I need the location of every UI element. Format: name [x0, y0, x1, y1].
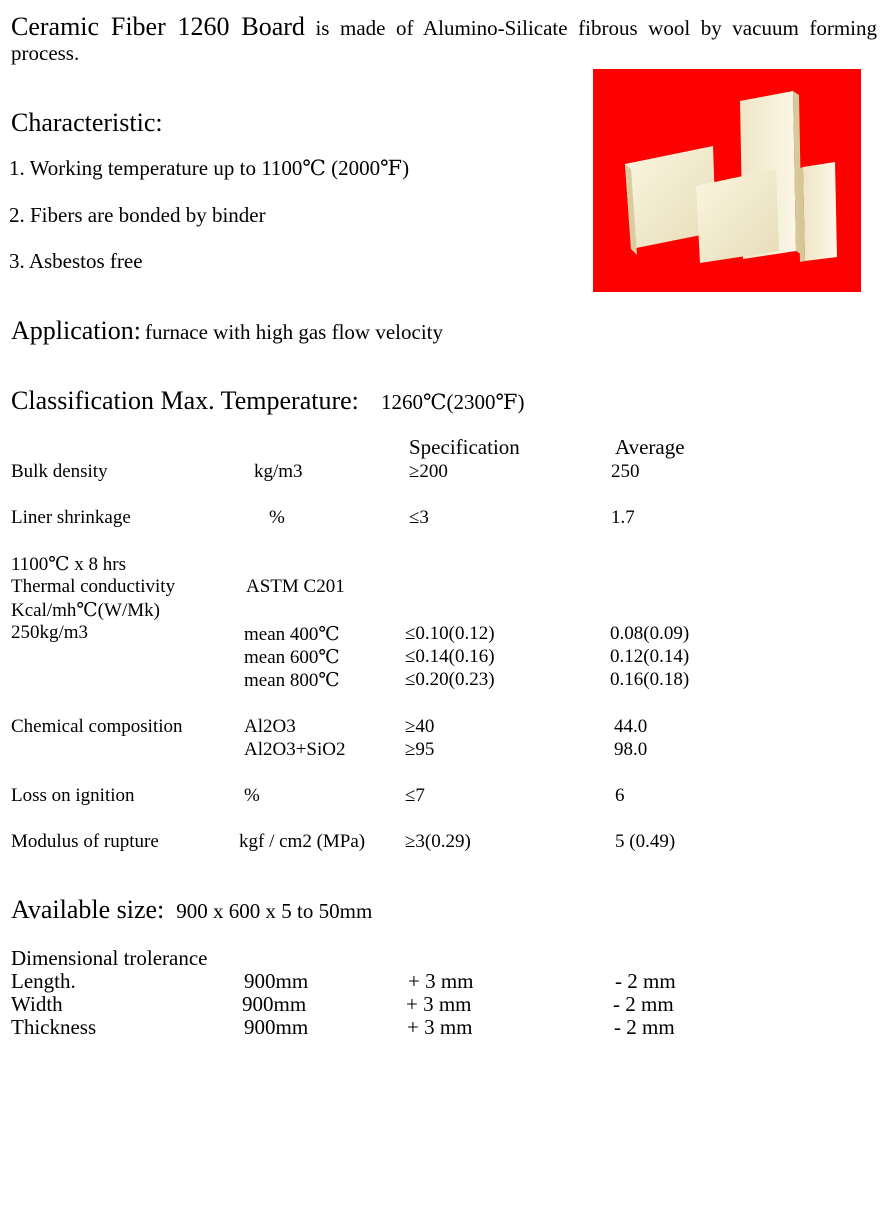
modulus-avg: 5 (0.49) [615, 831, 676, 852]
chemical-label: Chemical composition [11, 716, 183, 737]
tolerance-heading: Dimensional trolerance [11, 946, 208, 970]
bulk-density-spec: ≥200 [409, 461, 448, 482]
tolerance-width-minus: - 2 mm [613, 992, 674, 1016]
chemical-row-1-unit: Al2O3 [244, 716, 296, 737]
intro-paragraph [11, 12, 877, 41]
product-name: Ceramic Fiber 1260 Board [11, 12, 305, 41]
modulus-unit: kgf / cm2 (MPa) [239, 831, 366, 852]
tolerance-length-size: 900mm [244, 969, 309, 993]
loss-on-ignition-unit: % [244, 785, 260, 806]
thermal-label-4: 250kg/m3 [11, 622, 89, 643]
bulk-density-avg: 250 [611, 461, 640, 482]
product-photo [593, 69, 861, 292]
thermal-row-3-avg: 0.16(0.18) [610, 669, 690, 690]
liner-shrinkage-unit: % [269, 507, 285, 528]
tolerance-thickness-plus: + 3 mm [407, 1015, 473, 1039]
thermal-row-3-unit: mean 800℃ [244, 670, 340, 691]
characteristic-item-1: 1. Working temperature up to 1100℃ (2000℉) [9, 156, 410, 180]
thermal-row-1-spec: ≤0.10(0.12) [405, 623, 495, 644]
tolerance-thickness-size: 900mm [244, 1015, 309, 1039]
liner-shrinkage-label: Liner shrinkage [11, 507, 131, 528]
tolerance-thickness-minus: - 2 mm [614, 1015, 675, 1039]
thermal-method: ASTM C201 [246, 576, 345, 597]
thermal-row-3-spec: ≤0.20(0.23) [405, 669, 495, 690]
available-size-value: 900 x 600 x 5 to 50mm [176, 899, 373, 923]
thermal-label-2: Thermal conductivity [11, 576, 176, 597]
thermal-row-1-unit: mean 400℃ [244, 624, 340, 645]
classification-heading: Classification Max. Temperature: [11, 386, 359, 415]
modulus-spec: ≥3(0.29) [405, 831, 471, 852]
ceramic-boards-image [593, 69, 861, 292]
tolerance-width-label: Width [11, 992, 63, 1016]
application-line [11, 316, 443, 346]
thermal-row-2-unit: mean 600℃ [244, 647, 340, 668]
application-value: furnace with high gas flow velocity [144, 320, 443, 344]
characteristic-heading: Characteristic: [11, 108, 163, 137]
thermal-label-1: 1100℃ x 8 hrs [11, 554, 127, 575]
intro-text-continued: process. [11, 41, 80, 65]
bulk-density-unit: kg/m3 [254, 461, 303, 482]
characteristic-item-2: 2. Fibers are bonded by binder [9, 203, 266, 227]
liner-shrinkage-avg: 1.7 [611, 507, 635, 528]
liner-shrinkage-spec: ≤3 [409, 507, 429, 528]
intro-text: is made of Alumino-Silicate fibrous wool by vacuum forming [304, 16, 877, 40]
column-header-specification: Specification [409, 435, 520, 459]
thermal-row-2-spec: ≤0.14(0.16) [405, 646, 495, 667]
characteristic-item-3: 3. Asbestos free [9, 249, 143, 273]
chemical-row-2-spec: ≥95 [405, 739, 435, 760]
column-header-average: Average [615, 435, 685, 459]
thermal-row-1-avg: 0.08(0.09) [610, 623, 690, 644]
tolerance-thickness-label: Thickness [11, 1015, 97, 1039]
available-size-line [11, 895, 372, 925]
chemical-row-1-avg: 44.0 [614, 716, 648, 737]
tolerance-length-label: Length. [11, 969, 76, 993]
chemical-row-2-avg: 98.0 [614, 739, 648, 760]
chemical-row-1-spec: ≥40 [405, 716, 435, 737]
modulus-label: Modulus of rupture [11, 831, 159, 852]
tolerance-width-plus: + 3 mm [406, 992, 472, 1016]
tolerance-length-plus: + 3 mm [408, 969, 474, 993]
loss-on-ignition-spec: ≤7 [405, 785, 425, 806]
loss-on-ignition-avg: 6 [615, 785, 625, 806]
chemical-row-2-unit: Al2O3+SiO2 [244, 739, 346, 760]
application-heading: Application: [11, 316, 141, 345]
thermal-row-2-avg: 0.12(0.14) [610, 646, 690, 667]
classification-value: 1260℃(2300℉) [381, 390, 525, 414]
loss-on-ignition-label: Loss on ignition [11, 785, 135, 806]
thermal-label-3: Kcal/mh℃(W/Mk) [11, 600, 160, 621]
available-size-heading: Available size: [11, 895, 165, 924]
tolerance-length-minus: - 2 mm [615, 969, 676, 993]
tolerance-width-size: 900mm [242, 992, 307, 1016]
bulk-density-label: Bulk density [11, 461, 108, 482]
